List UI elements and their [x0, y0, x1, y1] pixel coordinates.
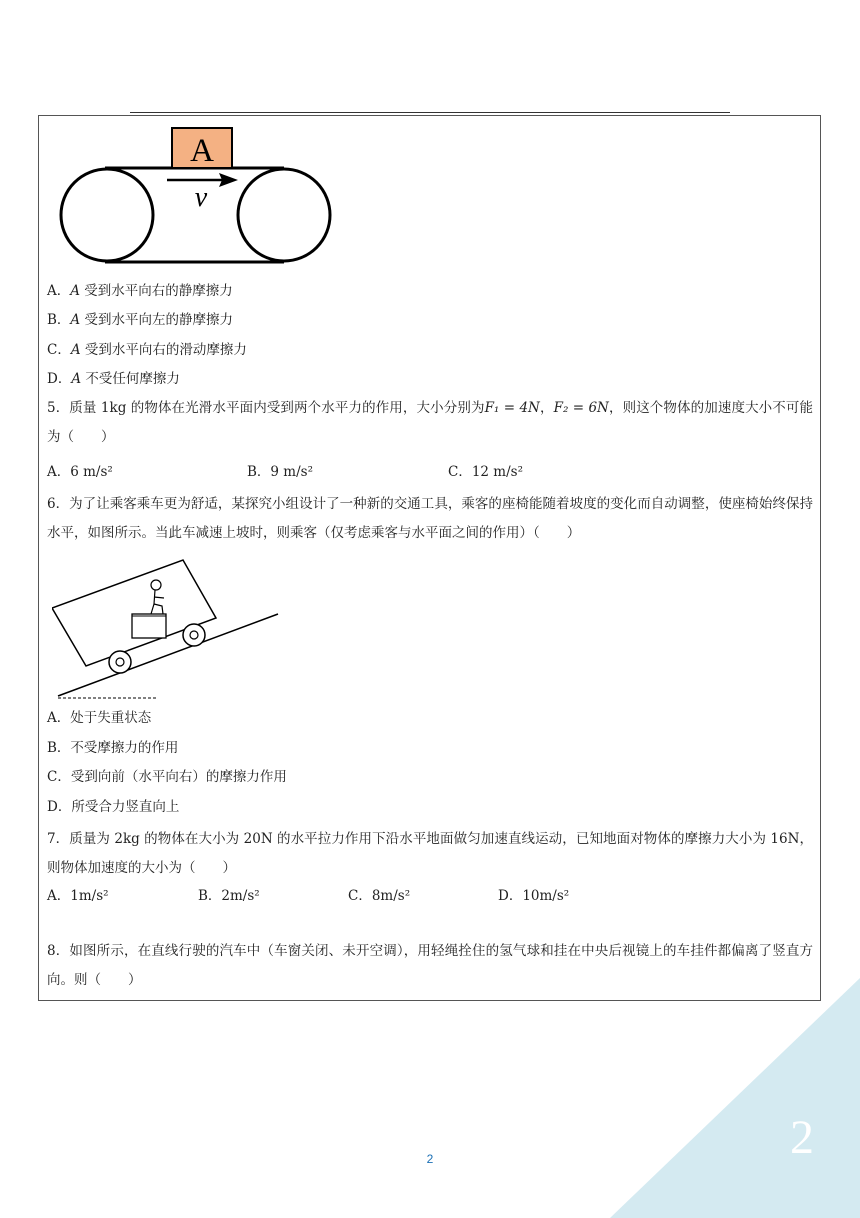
corner-decoration — [610, 978, 860, 1218]
q5-option-c: C．12 m/s² — [448, 464, 523, 480]
block-a-label: A — [190, 133, 214, 169]
velocity-label: v — [194, 182, 208, 213]
corner-page-number: 2 — [790, 1111, 814, 1164]
q4-option-c: C．A 受到水平向右的滑动摩擦力 — [47, 342, 247, 358]
q4-option-d: D．A 不受任何摩擦力 — [47, 371, 180, 387]
incline-car-diagram — [52, 552, 284, 700]
q5-option-a: A．6 m/s² — [47, 464, 113, 480]
q4-option-b: B．A 受到水平向左的静摩擦力 — [47, 312, 233, 328]
left-pulley — [61, 169, 153, 261]
car-body — [52, 560, 216, 666]
q6-option-d: D．所受合力竖直向上 — [47, 799, 180, 815]
q6-option-c: C．受到向前（水平向右）的摩擦力作用 — [47, 769, 287, 785]
header-rule — [130, 112, 730, 113]
q7-option-a: A．1m/s² — [47, 888, 109, 904]
q5-stem: 5．质量 1kg 的物体在光滑水平面内受到两个水平力的作用，大小分别为F₁ = 4N，F₂ = 6N，则这个物体的加速度大小不可能为（ ） — [47, 400, 814, 445]
q4-option-a: A．A 受到水平向右的静摩擦力 — [47, 283, 233, 299]
q6-stem: 6．为了让乘客乘车更为舒适，某探究小组设计了一种新的交通工具，乘客的座椅能随着坡度的变化而自动调整，使座椅始终保持水平，如图所示。当此车减速上坡时，则乘客（仅考虑乘客与水平面之间的作用）（ ） — [47, 496, 813, 541]
q8-stem: 8．如图所示，在直线行驶的汽车中（车窗关闭、未开空调），用轻绳拴住的氢气球和挂在中央后视镜上的车挂件都偏离了竖直方向。则（ ） — [47, 943, 813, 988]
q7-option-c: C．8m/s² — [348, 888, 411, 904]
q7-option-d: D．10m/s² — [498, 888, 570, 904]
conveyor-diagram — [55, 124, 340, 266]
q6-option-b: B．不受摩擦力的作用 — [47, 740, 179, 756]
q5-option-b: B．9 m/s² — [247, 464, 313, 480]
page-number: 2 — [426, 1152, 434, 1166]
right-pulley — [238, 169, 330, 261]
passenger-head — [151, 580, 161, 590]
q7-option-b: B．2m/s² — [198, 888, 260, 904]
q6-option-a: A．处于失重状态 — [47, 710, 152, 726]
seat — [132, 614, 166, 638]
q7-stem: 7．质量为 2kg 的物体在大小为 20N 的水平拉力作用下沿水平地面做匀加速直线运动，已知地面对物体的摩擦力大小为 16N，则物体加速度的大小为（ ） — [47, 831, 813, 876]
